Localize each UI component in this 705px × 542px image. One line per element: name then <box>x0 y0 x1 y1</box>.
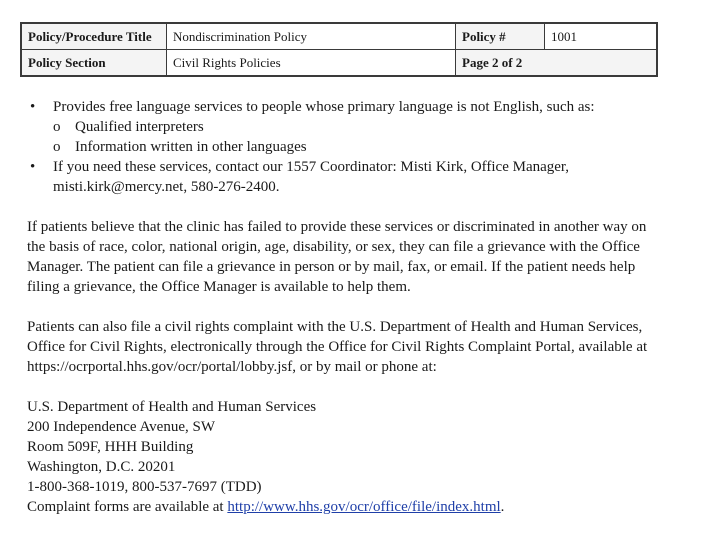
header-row-section <box>21 50 657 77</box>
circle-bullet-icon: o <box>53 119 61 135</box>
header-row-title <box>21 23 657 50</box>
policy-number-label: Policy # <box>456 23 545 50</box>
forms-suffix: . <box>500 499 505 515</box>
list-item <box>27 157 667 197</box>
sub-item-text: Information written in other languages <box>75 139 307 155</box>
grievance-paragraph: If patients believe that the clinic has failed to provide these services or discriminated in another way on the basis of race, color, national origin, age, disability, or sex, they can file a grievance with the Office Manager. The patient can file a grievance in person or by mail, fax, or email. If the patient needs help filing a grievance, the Office Manager is available to help them. <box>27 219 647 295</box>
phone-line: 1-800-368-1019, 800-537-7697 (TDD) <box>27 479 262 495</box>
policy-section-label: Policy Section <box>21 50 167 77</box>
sub-list <box>53 117 667 157</box>
policy-section-value: Civil Rights Policies <box>167 50 456 77</box>
address-line: Room 509F, HHH Building <box>27 439 194 455</box>
list-item <box>27 97 667 157</box>
bullet-icon: • <box>30 159 36 175</box>
document-body <box>27 97 667 517</box>
policy-header-table <box>20 22 658 77</box>
page-number: Page 2 of 2 <box>456 50 658 77</box>
sub-list-item <box>53 137 667 157</box>
policy-title-value: Nondiscrimination Policy <box>167 23 456 50</box>
address-line: U.S. Department of Health and Human Services <box>27 399 317 415</box>
forms-prefix: Complaint forms are available at <box>27 499 228 515</box>
sub-item-text: Qualified interpreters <box>75 119 204 135</box>
policy-number-value: 1001 <box>545 23 658 50</box>
complaint-forms-link[interactable]: http://www.hhs.gov/ocr/office/file/index.html <box>227 499 501 515</box>
sub-list-item <box>53 117 667 137</box>
address-block <box>27 397 667 517</box>
complaint-forms-line <box>27 497 667 517</box>
complaint-paragraph: Patients can also file a civil rights complaint with the U.S. Department of Health and Human Services, Office for Civil Rights, electronically through the Office for Civil Rights Complaint Portal, available at https://ocrportal.hhs.gov/ocr/portal/lobby.jsf, or by mail or phone at: <box>27 319 648 375</box>
bullet-text: Provides free language services to people whose primary language is not English, such as: <box>53 99 595 115</box>
address-line: Washington, D.C. 20201 <box>27 459 176 475</box>
services-list <box>27 97 667 197</box>
address-line: 200 Independence Avenue, SW <box>27 419 215 435</box>
policy-title-label: Policy/Procedure Title <box>21 23 167 50</box>
bullet-icon: • <box>30 99 36 115</box>
circle-bullet-icon: o <box>53 139 61 155</box>
bullet-text: If you need these services, contact our 1557 Coordinator: Misti Kirk, Office Manager, misti.kirk@mercy.net, 580-276-2400. <box>53 159 570 195</box>
